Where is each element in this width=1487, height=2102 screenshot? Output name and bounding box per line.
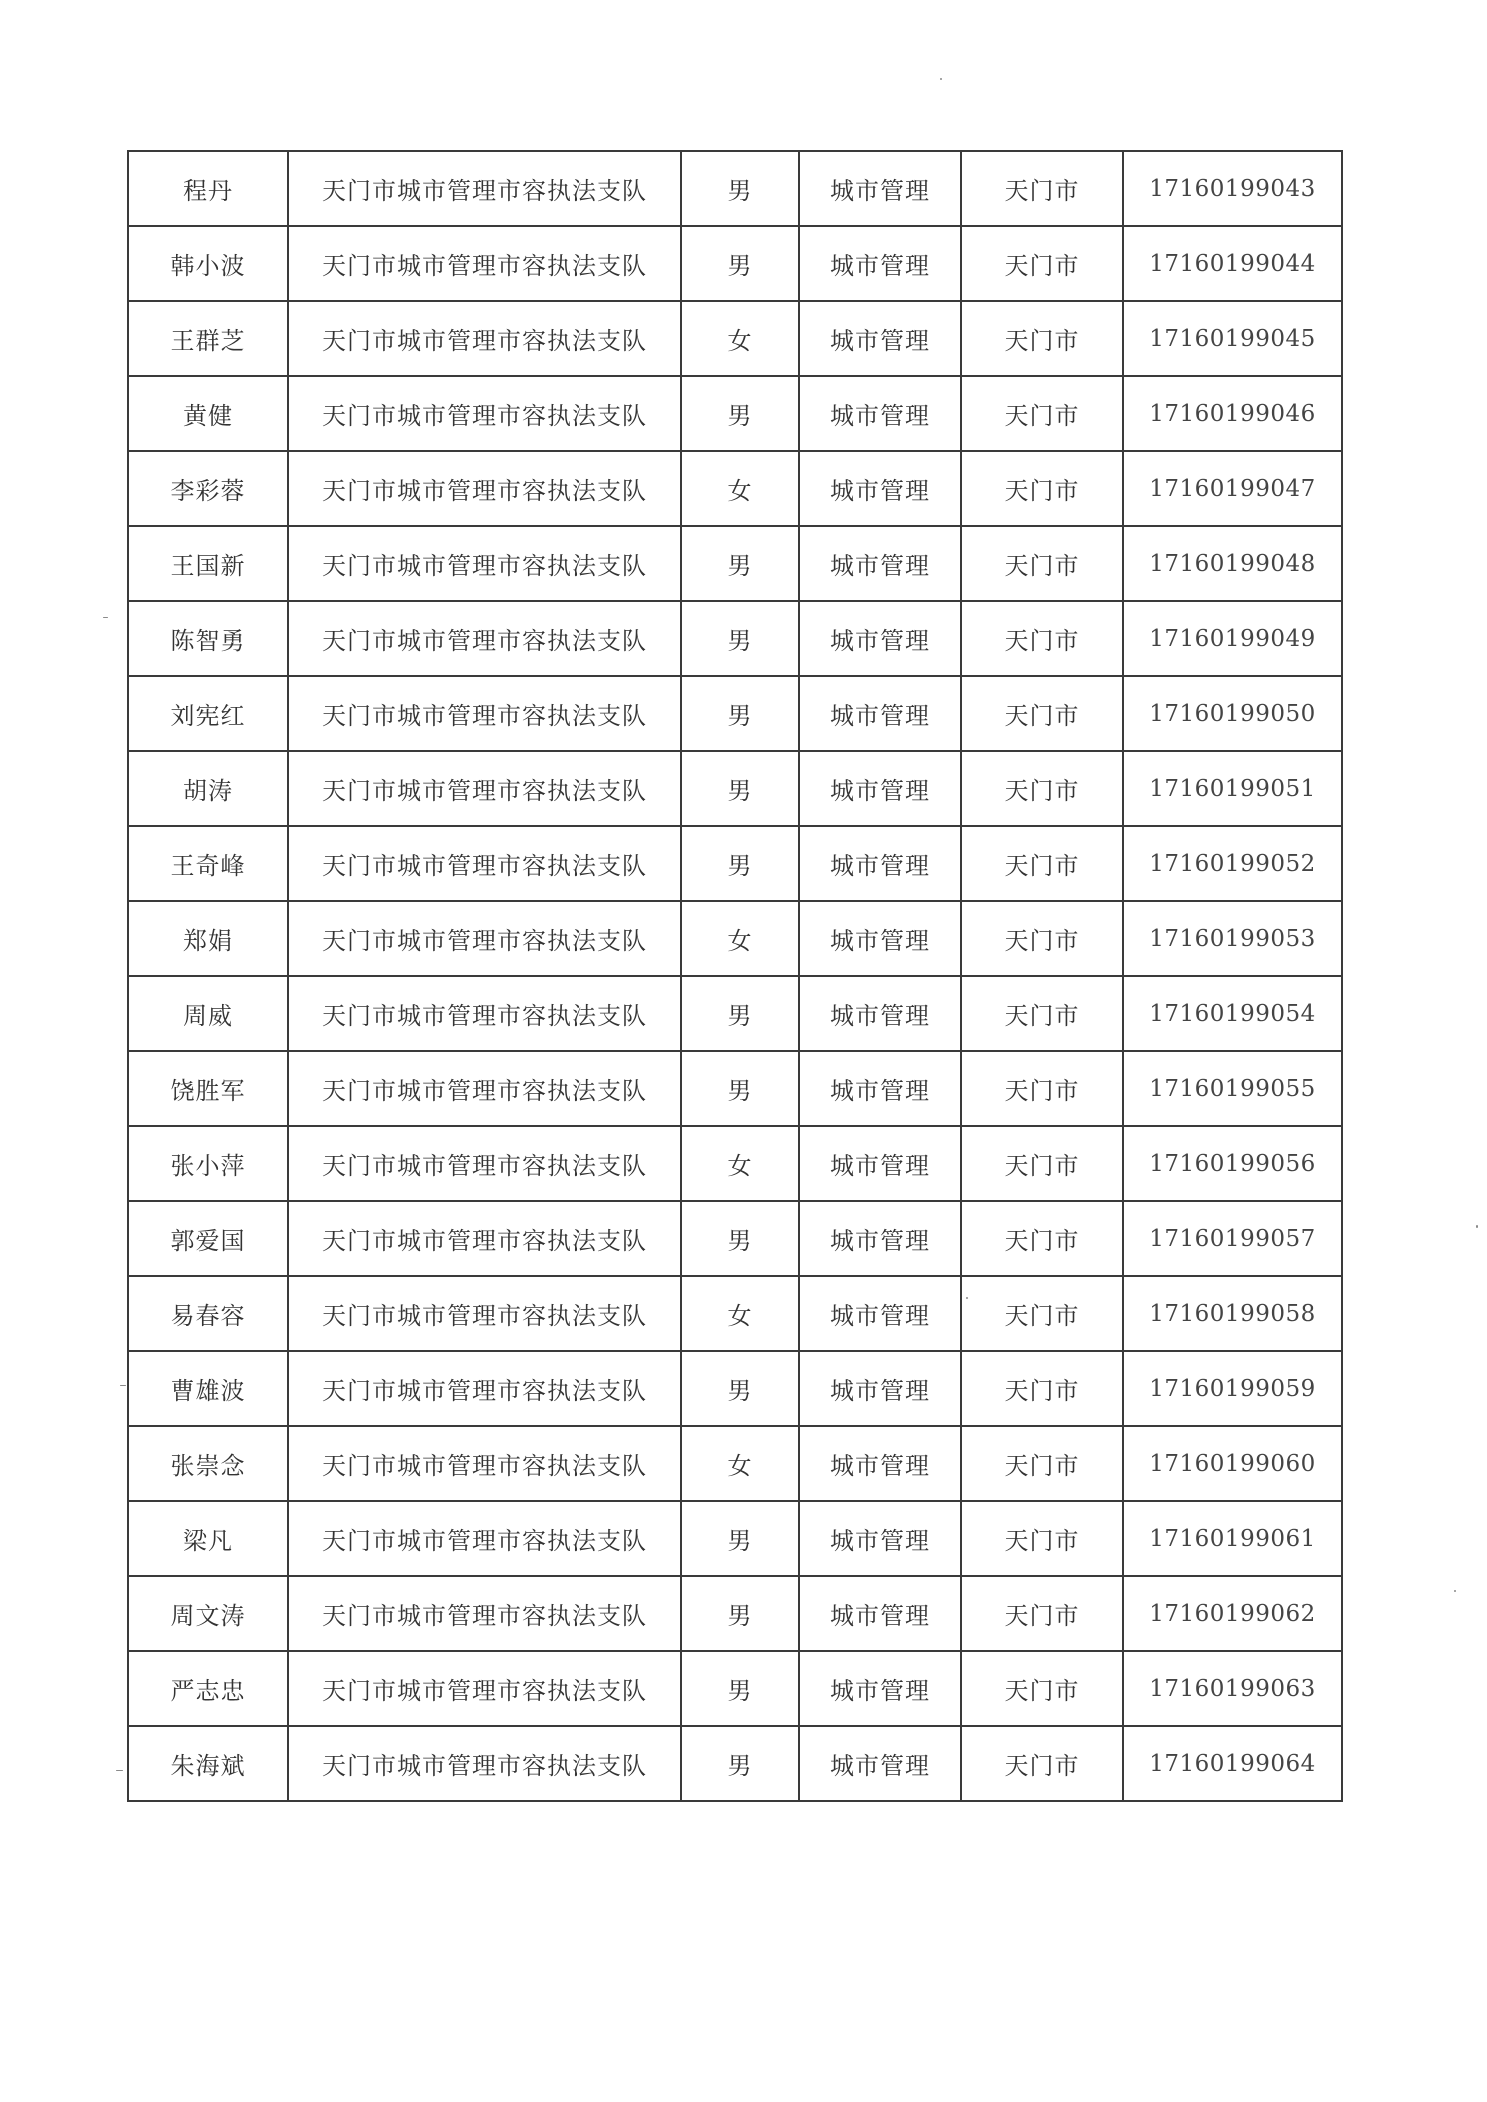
cell-dept: 城市管理 — [799, 1126, 961, 1201]
cell-city: 天门市 — [961, 826, 1123, 901]
cell-unit: 天门市城市管理市容执法支队 — [288, 1201, 681, 1276]
cell-city: 天门市 — [961, 1726, 1123, 1801]
cell-id: 17160199064 — [1123, 1726, 1342, 1801]
cell-gender: 男 — [681, 1051, 799, 1126]
cell-dept: 城市管理 — [799, 451, 961, 526]
table-row — [128, 1351, 1342, 1426]
cell-city: 天门市 — [961, 1126, 1123, 1201]
cell-gender: 女 — [681, 1126, 799, 1201]
cell-dept: 城市管理 — [799, 226, 961, 301]
cell-gender: 男 — [681, 1351, 799, 1426]
cell-unit: 天门市城市管理市容执法支队 — [288, 226, 681, 301]
table-row — [128, 826, 1342, 901]
cell-id: 17160199058 — [1123, 1276, 1342, 1351]
table-row — [128, 1051, 1342, 1126]
cell-city: 天门市 — [961, 601, 1123, 676]
cell-dept: 城市管理 — [799, 526, 961, 601]
table-row — [128, 1426, 1342, 1501]
cell-dept: 城市管理 — [799, 601, 961, 676]
cell-gender: 男 — [681, 676, 799, 751]
cell-city: 天门市 — [961, 751, 1123, 826]
cell-dept: 城市管理 — [799, 751, 961, 826]
cell-dept: 城市管理 — [799, 151, 961, 226]
cell-unit: 天门市城市管理市容执法支队 — [288, 601, 681, 676]
cell-name: 周文涛 — [128, 1576, 288, 1651]
cell-name: 梁凡 — [128, 1501, 288, 1576]
cell-name: 李彩蓉 — [128, 451, 288, 526]
cell-city: 天门市 — [961, 1426, 1123, 1501]
cell-unit: 天门市城市管理市容执法支队 — [288, 301, 681, 376]
cell-unit: 天门市城市管理市容执法支队 — [288, 151, 681, 226]
personnel-roster-table — [127, 150, 1343, 1802]
cell-city: 天门市 — [961, 1576, 1123, 1651]
cell-gender: 女 — [681, 451, 799, 526]
cell-id: 17160199045 — [1123, 301, 1342, 376]
cell-dept: 城市管理 — [799, 1726, 961, 1801]
table-row — [128, 301, 1342, 376]
cell-name: 饶胜军 — [128, 1051, 288, 1126]
cell-id: 17160199052 — [1123, 826, 1342, 901]
cell-unit: 天门市城市管理市容执法支队 — [288, 1051, 681, 1126]
table-row — [128, 1126, 1342, 1201]
cell-id: 17160199051 — [1123, 751, 1342, 826]
cell-city: 天门市 — [961, 151, 1123, 226]
cell-dept: 城市管理 — [799, 1201, 961, 1276]
cell-gender: 男 — [681, 1726, 799, 1801]
cell-dept: 城市管理 — [799, 976, 961, 1051]
table-row — [128, 901, 1342, 976]
table-row — [128, 601, 1342, 676]
table-row — [128, 451, 1342, 526]
cell-name: 易春容 — [128, 1276, 288, 1351]
cell-id: 17160199047 — [1123, 451, 1342, 526]
cell-gender: 男 — [681, 751, 799, 826]
cell-city: 天门市 — [961, 526, 1123, 601]
cell-id: 17160199060 — [1123, 1426, 1342, 1501]
cell-unit: 天门市城市管理市容执法支队 — [288, 901, 681, 976]
cell-dept: 城市管理 — [799, 826, 961, 901]
table-row — [128, 1576, 1342, 1651]
table-row — [128, 526, 1342, 601]
cell-gender: 男 — [681, 1201, 799, 1276]
cell-dept: 城市管理 — [799, 1576, 961, 1651]
table-row — [128, 226, 1342, 301]
cell-city: 天门市 — [961, 301, 1123, 376]
scan-speck — [120, 1385, 126, 1386]
scan-speck — [940, 78, 942, 80]
cell-gender: 男 — [681, 976, 799, 1051]
cell-city: 天门市 — [961, 1051, 1123, 1126]
cell-gender: 男 — [681, 526, 799, 601]
scan-speck — [103, 617, 108, 618]
cell-name: 胡涛 — [128, 751, 288, 826]
cell-city: 天门市 — [961, 1501, 1123, 1576]
cell-name: 王国新 — [128, 526, 288, 601]
cell-name: 王奇峰 — [128, 826, 288, 901]
cell-unit: 天门市城市管理市容执法支队 — [288, 1351, 681, 1426]
cell-gender: 男 — [681, 1501, 799, 1576]
table-row — [128, 976, 1342, 1051]
cell-gender: 女 — [681, 1276, 799, 1351]
table-row — [128, 1201, 1342, 1276]
cell-name: 黄健 — [128, 376, 288, 451]
cell-city: 天门市 — [961, 451, 1123, 526]
cell-gender: 女 — [681, 301, 799, 376]
cell-unit: 天门市城市管理市容执法支队 — [288, 1276, 681, 1351]
cell-city: 天门市 — [961, 226, 1123, 301]
cell-name: 张小萍 — [128, 1126, 288, 1201]
cell-dept: 城市管理 — [799, 1276, 961, 1351]
cell-name: 张崇念 — [128, 1426, 288, 1501]
cell-gender: 男 — [681, 1576, 799, 1651]
cell-city: 天门市 — [961, 1276, 1123, 1351]
cell-id: 17160199053 — [1123, 901, 1342, 976]
table-row — [128, 1276, 1342, 1351]
cell-gender: 女 — [681, 901, 799, 976]
cell-id: 17160199044 — [1123, 226, 1342, 301]
cell-name: 韩小波 — [128, 226, 288, 301]
cell-unit: 天门市城市管理市容执法支队 — [288, 676, 681, 751]
cell-unit: 天门市城市管理市容执法支队 — [288, 1576, 681, 1651]
cell-gender: 男 — [681, 376, 799, 451]
table-row — [128, 1726, 1342, 1801]
cell-id: 17160199057 — [1123, 1201, 1342, 1276]
cell-dept: 城市管理 — [799, 1426, 961, 1501]
cell-city: 天门市 — [961, 676, 1123, 751]
cell-gender: 男 — [681, 1651, 799, 1726]
cell-id: 17160199062 — [1123, 1576, 1342, 1651]
cell-dept: 城市管理 — [799, 1501, 961, 1576]
cell-dept: 城市管理 — [799, 901, 961, 976]
cell-unit: 天门市城市管理市容执法支队 — [288, 826, 681, 901]
cell-dept: 城市管理 — [799, 1051, 961, 1126]
table-row — [128, 751, 1342, 826]
cell-name: 朱海斌 — [128, 1726, 288, 1801]
cell-city: 天门市 — [961, 1351, 1123, 1426]
cell-unit: 天门市城市管理市容执法支队 — [288, 976, 681, 1051]
cell-id: 17160199056 — [1123, 1126, 1342, 1201]
cell-city: 天门市 — [961, 901, 1123, 976]
cell-unit: 天门市城市管理市容执法支队 — [288, 751, 681, 826]
cell-gender: 女 — [681, 1426, 799, 1501]
table-row — [128, 376, 1342, 451]
cell-unit: 天门市城市管理市容执法支队 — [288, 451, 681, 526]
cell-name: 刘宪红 — [128, 676, 288, 751]
cell-dept: 城市管理 — [799, 676, 961, 751]
table-row — [128, 1501, 1342, 1576]
scan-speck — [1476, 1225, 1478, 1228]
cell-city: 天门市 — [961, 1651, 1123, 1726]
cell-id: 17160199063 — [1123, 1651, 1342, 1726]
cell-unit: 天门市城市管理市容执法支队 — [288, 1426, 681, 1501]
cell-name: 王群芝 — [128, 301, 288, 376]
cell-id: 17160199049 — [1123, 601, 1342, 676]
roster-body — [128, 151, 1342, 1801]
cell-id: 17160199054 — [1123, 976, 1342, 1051]
cell-name: 陈智勇 — [128, 601, 288, 676]
cell-dept: 城市管理 — [799, 301, 961, 376]
cell-unit: 天门市城市管理市容执法支队 — [288, 1126, 681, 1201]
cell-name: 郑娟 — [128, 901, 288, 976]
cell-dept: 城市管理 — [799, 1351, 961, 1426]
cell-gender: 男 — [681, 601, 799, 676]
cell-id: 17160199055 — [1123, 1051, 1342, 1126]
table-row — [128, 676, 1342, 751]
cell-unit: 天门市城市管理市容执法支队 — [288, 376, 681, 451]
cell-city: 天门市 — [961, 976, 1123, 1051]
cell-gender: 男 — [681, 151, 799, 226]
cell-unit: 天门市城市管理市容执法支队 — [288, 1726, 681, 1801]
cell-unit: 天门市城市管理市容执法支队 — [288, 526, 681, 601]
cell-id: 17160199043 — [1123, 151, 1342, 226]
cell-city: 天门市 — [961, 1201, 1123, 1276]
cell-name: 曹雄波 — [128, 1351, 288, 1426]
cell-unit: 天门市城市管理市容执法支队 — [288, 1501, 681, 1576]
cell-name: 周威 — [128, 976, 288, 1051]
scan-speck — [116, 1770, 123, 1771]
cell-id: 17160199059 — [1123, 1351, 1342, 1426]
cell-gender: 男 — [681, 826, 799, 901]
scan-speck — [1454, 1590, 1456, 1592]
cell-city: 天门市 — [961, 376, 1123, 451]
cell-gender: 男 — [681, 226, 799, 301]
table-row — [128, 151, 1342, 226]
table-row — [128, 1651, 1342, 1726]
cell-id: 17160199050 — [1123, 676, 1342, 751]
cell-name: 郭爱国 — [128, 1201, 288, 1276]
cell-id: 17160199061 — [1123, 1501, 1342, 1576]
cell-id: 17160199046 — [1123, 376, 1342, 451]
cell-name: 程丹 — [128, 151, 288, 226]
cell-id: 17160199048 — [1123, 526, 1342, 601]
cell-dept: 城市管理 — [799, 376, 961, 451]
cell-name: 严志忠 — [128, 1651, 288, 1726]
cell-dept: 城市管理 — [799, 1651, 961, 1726]
cell-unit: 天门市城市管理市容执法支队 — [288, 1651, 681, 1726]
